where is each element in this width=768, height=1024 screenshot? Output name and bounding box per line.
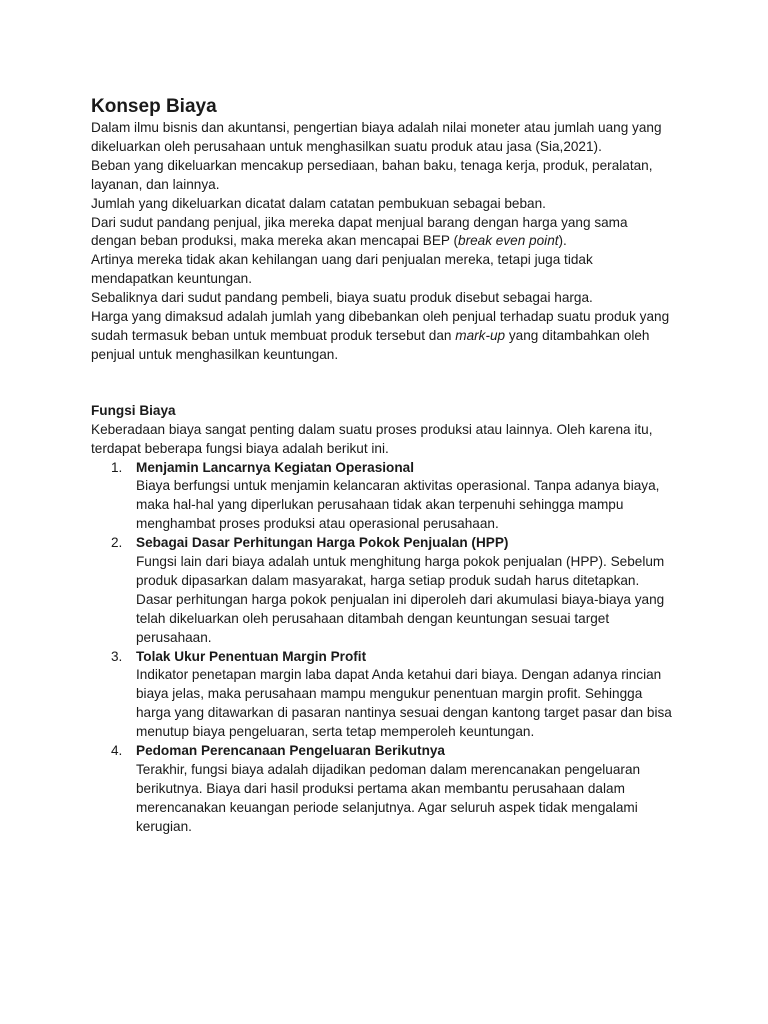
markup-line-text: sudah termasuk beban untuk membuat produk tersebut dan (91, 327, 456, 343)
list-item-heading: Tolak Ukur Penentuan Margin Profit (136, 648, 367, 664)
list-item-heading: Menjamin Lancarnya Kegiatan Operasional (136, 459, 415, 475)
section-heading: Fungsi Biaya (91, 402, 176, 418)
list-item-number: 2. (111, 535, 123, 551)
list-item-line: Indikator penetapan margin laba dapat Anda ketahui dari biaya. Dengan adanya rincian (136, 667, 662, 683)
list-item-line: telah dikeluarkan oleh perusahaan ditambah dengan keuntungan sesuai target (136, 610, 610, 626)
intro-line: penjual untuk menghasilkan keuntungan. (91, 346, 339, 362)
list-item-number: 4. (111, 743, 123, 759)
list-item (91, 534, 691, 647)
list-item (91, 459, 691, 535)
list-item-line: menghambat proses produksi atau operasional perusahaan. (136, 516, 499, 532)
list-item-line: perusahaan. (136, 629, 212, 645)
section-intro-line: terdapat beberapa fungsi biaya adalah berikut ini. (91, 440, 389, 456)
list-item-line: berikutnya. Biaya dari hasil produksi pertama akan membantu perusahaan dalam (136, 780, 625, 796)
list-item-line: merencanakan keuangan periode selanjutnya. Agar seluruh aspek tidak mengalami (136, 799, 638, 815)
list-item-line: maka hal-hal yang diperlukan perusahaan tidak akan terpenuhi sehingga mampu (136, 497, 624, 513)
list-item-line: produk dipasarkan dalam masyarakat, harga setiap produk sudah harus ditetapkan. (136, 572, 640, 588)
section-intro-line: Keberadaan biaya sangat penting dalam suatu proses produksi atau lainnya. Oleh karena itu, (91, 421, 653, 437)
intro-line: Jumlah yang dikeluarkan dicatat dalam catatan pembukuan sebagai beban. (91, 195, 546, 211)
list-item-line: Terakhir, fungsi biaya adalah dijadikan pedoman dalam merencanakan pengeluaran (136, 762, 641, 777)
intro-line: Sebaliknya dari sudut pandang pembeli, biaya suatu produk disebut sebagai harga. (91, 290, 593, 306)
markup-line-end: yang ditambahkan oleh (505, 327, 650, 343)
fungsi-biaya-section (91, 402, 691, 837)
list-item-heading: Sebagai Dasar Perhitungan Harga Pokok Penjualan (HPP) (136, 535, 509, 551)
bep-italic-term: break even point (458, 233, 559, 249)
list-item-line: biaya jelas, maka perusahaan mampu mengukur penentuan margin profit. Sehingga (136, 686, 643, 702)
bep-line-text: dengan beban produksi, maka mereka akan mencapai BEP ( (91, 233, 459, 249)
list-item-heading: Pedoman Perencanaan Pengeluaran Berikutnya (136, 743, 445, 759)
intro-line: Artinya mereka tidak akan kehilangan uang dari penjualan mereka, tetapi juga tidak (91, 252, 593, 268)
bep-line-end: ). (558, 233, 567, 249)
intro-line: Dalam ilmu bisnis dan akuntansi, pengertian biaya adalah nilai moneter atau jumlah uang yang (91, 120, 662, 135)
intro-block (91, 119, 691, 365)
markup-line (91, 327, 691, 346)
intro-line: Dari sudut pandang penjual, jika mereka dapat menjual barang dengan harga yang sama (91, 214, 628, 230)
list-item-line: harga yang ditawarkan di pasaran nantinya sesuai dengan kantong target pasar dan bisa (136, 705, 672, 721)
intro-line: layanan, dan lainnya. (91, 176, 220, 192)
list-item-line: menutup biaya pengeluaran, serta tetap memperoleh keuntungan. (136, 724, 535, 740)
intro-line: Beban yang dikeluarkan mencakup persediaan, bahan baku, tenaga kerja, produk, peralatan, (91, 157, 653, 173)
list-item-line: kerugian. (136, 818, 192, 834)
list-item-number: 1. (111, 459, 123, 475)
intro-line: dikeluarkan oleh perusahaan untuk menghasilkan suatu produk atau jasa (Sia,2021). (91, 138, 602, 154)
list-item (91, 648, 691, 743)
list-item-line: Biaya berfungsi untuk menjamin kelancaran aktivitas operasional. Tanpa adanya biaya, (136, 478, 660, 494)
list-item-line: Fungsi lain dari biaya adalah untuk menghitung harga pokok penjualan (HPP). Sebelum (136, 554, 665, 570)
list-item-number: 3. (111, 648, 123, 664)
bep-line (91, 232, 691, 251)
page-title: Konsep Biaya (91, 96, 217, 117)
document-content (91, 94, 691, 837)
intro-line: mendapatkan keuntungan. (91, 271, 252, 287)
list-item (91, 742, 691, 837)
intro-line: Harga yang dimaksud adalah jumlah yang dibebankan oleh penjual terhadap suatu produk yang (91, 309, 670, 325)
markup-italic-term: mark-up (455, 327, 506, 343)
numbered-list (91, 459, 691, 837)
section-spacer (91, 365, 691, 402)
list-item-line: Dasar perhitungan harga pokok penjualan ini diperoleh dari akumulasi biaya-biaya yang (136, 591, 665, 607)
